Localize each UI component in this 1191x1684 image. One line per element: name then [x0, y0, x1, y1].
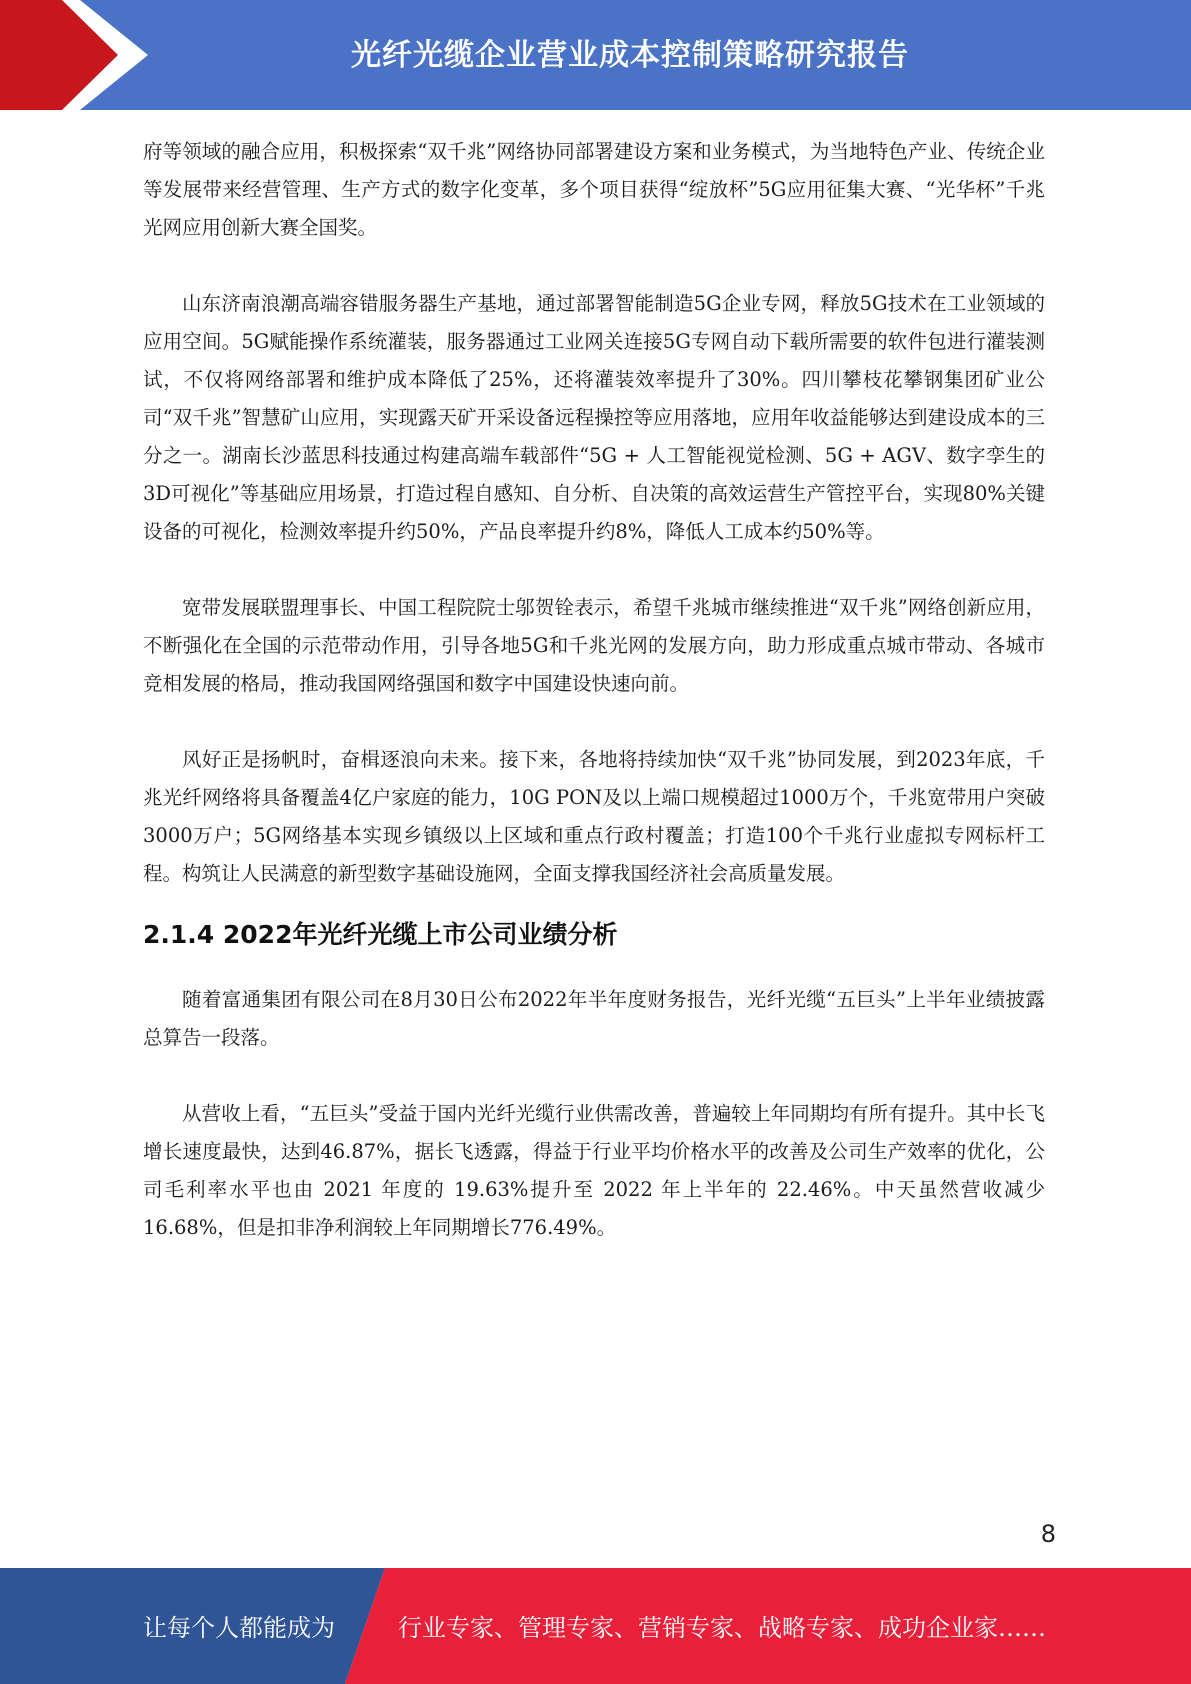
- paragraph-broadband-alliance: 宽带发展联盟理事长、中国工程院院士邬贺铨表示，希望千兆城市继续推进“双千兆”网络创新应用，不断强化在全国的示范带动作用，引导各地5G和千兆光网的发展方向，助力形成重点城市带动、各城市竞相发展的格局，推动我国网络强国和数字中国建设快速向前。: [143, 596, 1045, 695]
- document-body: [143, 133, 1045, 1247]
- paragraph-5g-cases: 山东济南浪潮高端容错服务器生产基地，通过部署智能制造5G企业专网，释放5G技术在工业领域的应用空间。5G赋能操作系统灌装，服务器通过工业网关连接5G专网自动下载所需要的软件包进行灌装测试，不仅将网络部署和维护成本降低了25%，还将灌装效率提升了30%。四川攀枝花攀钢集团矿业公司“双千兆”智慧矿山应用，实现露天矿开采设备远程操控等应用落地，应用年收益能够达到建设成本的三分之一。湖南长沙蓝思科技通过构建高端车载部件“5G + 人工智能视觉检测、5G + AGV、数字孪生的3D可视化”等基础应用场景，打造过程自感知、自分析、自决策的高效运营生产管控平台，实现80%关键设备的可视化，检测效率提升约50%，产品良率提升约8%，降低人工成本约50%等。: [143, 292, 1045, 543]
- header-arrow-decoration: [0, 0, 160, 110]
- report-title: 光纤光缆企业营业成本控制策略研究报告: [351, 38, 909, 73]
- paragraph-future-plan: 风好正是扬帆时，奋楫逐浪向未来。接下来，各地将持续加快“双千兆”协同发展，到2023年底，千兆光纤网络将具备覆盖4亿户家庭的能力，10G PON及以上端口规模超过1000万个，千兆宽带用户突破3000万户；5G网络基本实现乡镇级以上区域和重点行政村覆盖；打造100个千兆行业虚拟专网标杆工程。构筑让人民满意的新型数字基础设施网，全面支撑我国经济社会高质量发展。: [143, 748, 1045, 885]
- paragraph-continuation: 府等领域的融合应用，积极探索“双千兆”网络协同部署建设方案和业务模式，为当地特色产业、传统企业等发展带来经营管理、生产方式的数字化变革，多个项目获得“绽放杯”5G应用征集大赛、“光华杯”千兆光网应用创新大赛全国奖。: [143, 140, 1045, 239]
- header-banner: [0, 0, 1191, 110]
- page-number: 8: [1040, 1520, 1056, 1548]
- paragraph-revenue-analysis: 从营收上看，“五巨头”受益于国内光纤光缆行业供需改善，普遍较上年同期均有所有提升。其中长飞增长速度最快，达到46.87%，据长飞透露，得益于行业平均价格水平的改善及公司生产效率的优化，公司毛利率水平也由 2021 年度的 19.63%提升至 2022 年上半年的 22.46%。中天虽然营收减少16.68%，但是扣非净利润较上年同期增长776.49%。: [143, 1102, 1045, 1239]
- footer-slogan-right: 行业专家、管理专家、营销专家、战略专家、成功企业家……: [398, 1614, 1046, 1642]
- footer-banner: [0, 1568, 1191, 1684]
- paragraph-financial-report: 随着富通集团有限公司在8月30日公布2022年半年度财务报告，光纤光缆“五巨头”上半年业绩披露总算告一段落。: [143, 988, 1045, 1049]
- footer-slogan-left: 让每个人都能成为: [143, 1614, 335, 1642]
- section-heading: 2.1.4 2022年光纤光缆上市公司业绩分析: [143, 920, 618, 949]
